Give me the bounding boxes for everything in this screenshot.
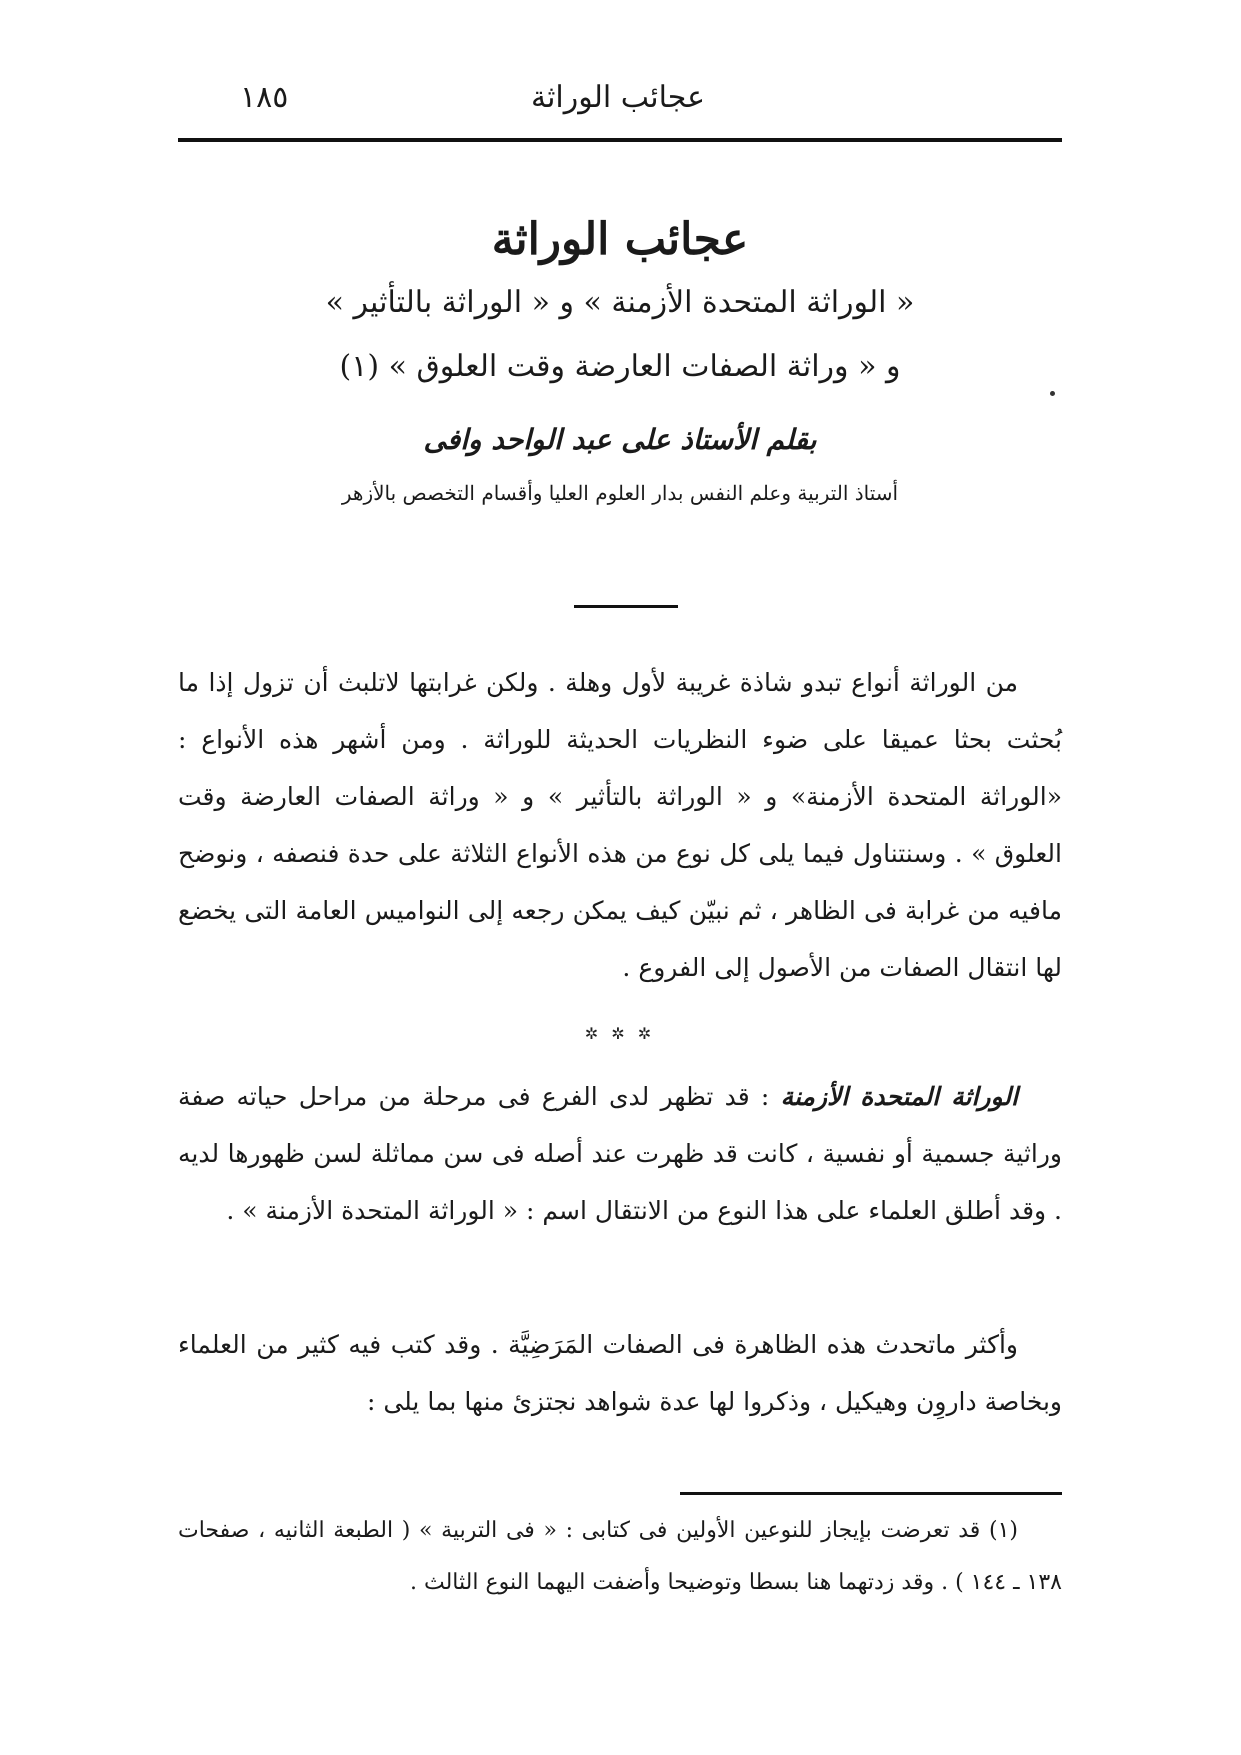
body-paragraph-2 [178,1068,1062,1239]
author-affiliation: أستاذ التربية وعلم النفس بدار العلوم العليا وأقسام التخصص بالأزهر [341,481,899,505]
subtitle-line-2: و « وراثة الصفات العارضة وقت العلوق » (١) [339,349,901,384]
footnote [178,1505,1062,1609]
footnote-text: (١) قد تعرضت بإيجاز للنوعين الأولين فى كتابى : « فى التربية » ( الطبعة الثانيه ، صفحات ١٣٨ ـ ١٤٤ ) . وقد زدتهما هنا بسطا وتوضيحا وأضفت اليهما النوع الثالث . [178,1518,1062,1595]
footnote-rule [680,1492,1062,1495]
title-divider [574,605,678,608]
running-header [178,78,1058,118]
title-block [178,210,1062,508]
paragraph-text [178,1068,1062,1239]
section-ornament: ✲ ✲ ✲ [584,1024,656,1043]
margin-dot [1050,391,1055,396]
page-number: ١٨٥ [240,80,289,115]
running-title: عجائب الوراثة [531,80,705,115]
body-paragraph-1 [178,654,1062,996]
article-title: عجائب الوراثة [491,214,749,265]
body-paragraph-3 [178,1316,1062,1430]
subtitle-line-1: « الوراثة المتحدة الأزمنة » و « الوراثة بالتأثير » [325,285,915,320]
author-byline: بقلم الأستاذ على عبد الواحد وافى [423,423,817,456]
paragraph-text: وأكثر ماتحدث هذه الظاهرة فى الصفات المَرَضِيَّة . وقد كتب فيه كثير من العلماء وبخاصة داروِن وهيكيل ، وذكروا لها عدة شواهد نجتزئ منها بما يلى : [178,1330,1062,1416]
header-rule [178,138,1062,142]
paragraph-text: من الوراثة أنواع تبدو شاذة غريبة لأول وهلة . ولكن غرابتها لاتلبث أن تزول إذا ما بُحثت بحثا عميقا على ضوء النظريات الحديثة للوراثة . ومن أشهر هذه الأنواع : «الوراثة المتحدة الأزمنة» و « الوراثة بالتأثير » و « وراثة الصفات العارضة وقت العلوق » . وسنتناول فيما يلى كل نوع من هذه الأنواع الثلاثة على حدة فنصفه ، ونوضح مافيه من غرابة فى الظاهر ، ثم نبيّن كيف يمكن رجعه إلى النواميس العامة التى يخضع لها انتقال الصفات من الأصول إلى الفروع . [178,668,1062,982]
section-lead-heading: الوراثة المتحدة الأزمنة [780,1082,1018,1111]
paragraph-body: : قد تظهر لدى الفرع فى مرحلة من مراحل حياته صفة وراثية جسمية أو نفسية ، كانت قد ظهرت عند أصله فى سن مماثلة لسن ظهورها لديه . وقد أطلق العلماء على هذا النوع من الانتقال اسم : « الوراثة المتحدة الأزمنة » . [178,1082,1062,1225]
